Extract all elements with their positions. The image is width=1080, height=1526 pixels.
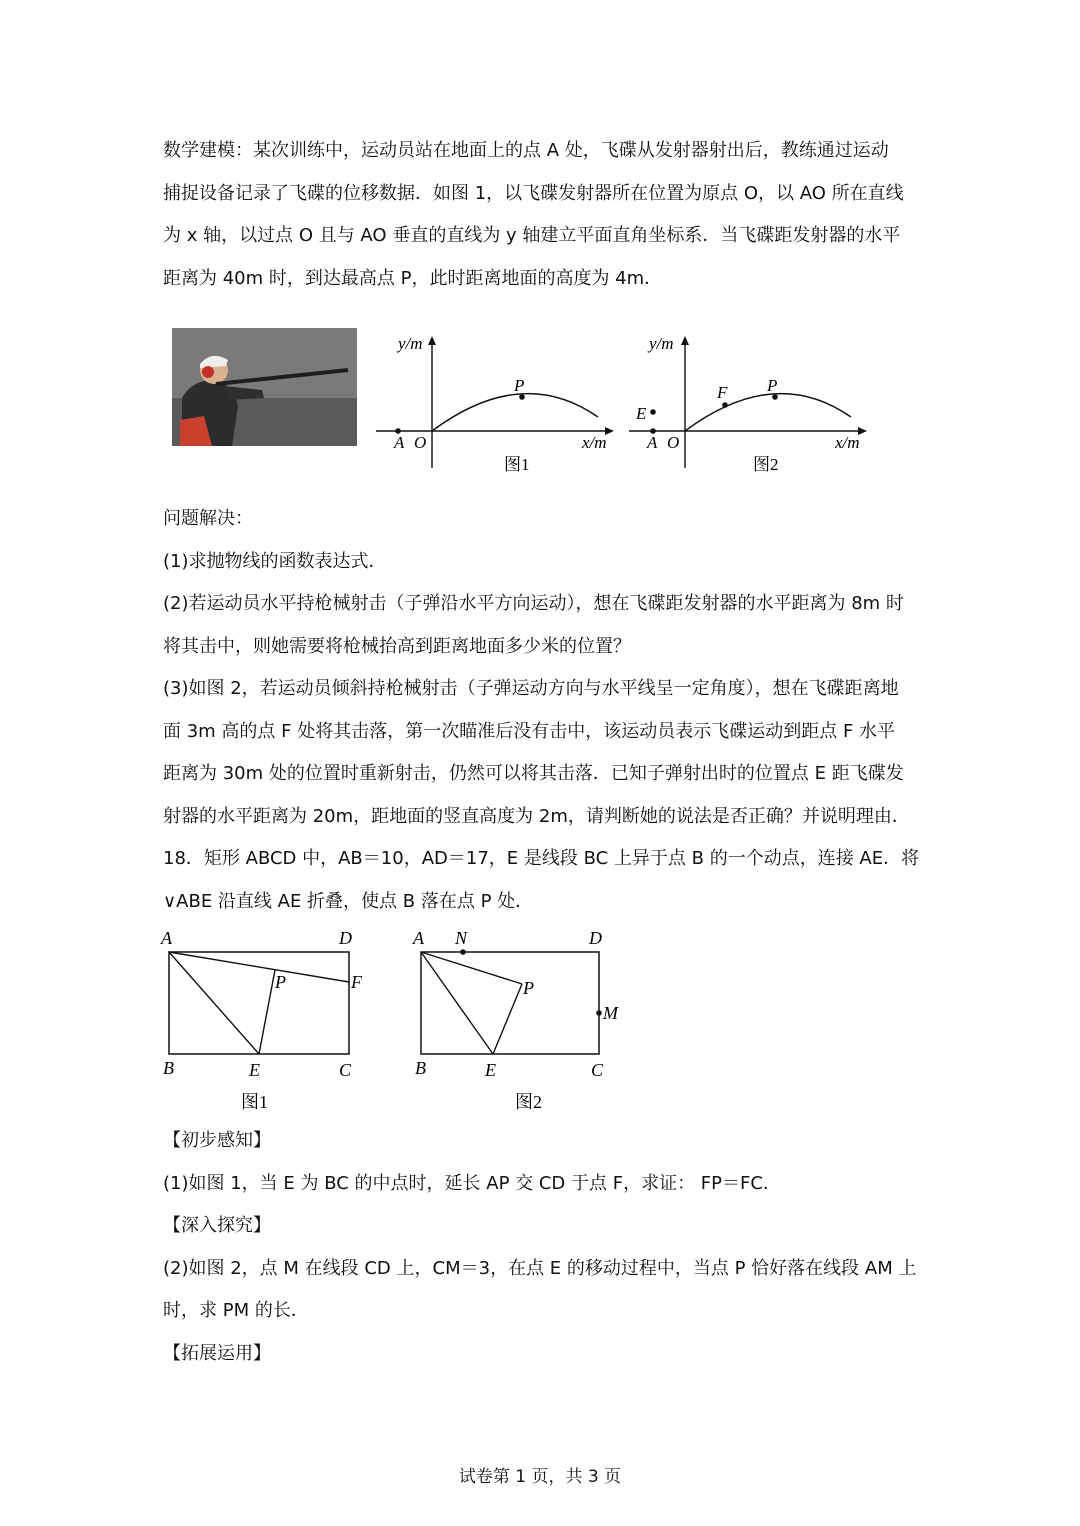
segment-af (169, 952, 349, 982)
problem18-figure1 (155, 924, 385, 1118)
label-e: E (485, 1060, 496, 1080)
figure-caption: 图1 (241, 1092, 268, 1112)
label-n: N (455, 928, 468, 948)
segment-pe (493, 984, 522, 1054)
label-a: A (413, 928, 424, 948)
label-f: F (351, 972, 362, 992)
y-axis-arrow (428, 336, 436, 345)
page-footer: 试卷第 1 页，共 3 页 (458, 1467, 622, 1487)
parabola-curve (685, 394, 851, 431)
question-3-line: 距离为 30m 处的位置时重新射击，仍然可以将其击落．已知子弹射出时的位置点 E 距飞碟发 (163, 763, 904, 784)
label-d: D (339, 928, 352, 948)
label-b: B (415, 1058, 426, 1078)
label-p: P (514, 376, 525, 395)
label-f: F (717, 383, 728, 402)
problem17-figure2 (625, 328, 870, 478)
problem18-stem-line: 18．矩形 ABCD 中，AB＝10，AD＝17，E 是线段 BC 上异于点 B 的一个动点，连接 AE．将 (163, 848, 920, 869)
intro-line: 为 x 轴，以过点 O 且与 AO 垂直的直线为 y 轴建立平面直角坐标系．当飞碟距发射器的水平 (163, 225, 901, 246)
label-o: O (667, 433, 680, 452)
y-axis-label: y/m (649, 334, 674, 353)
label-m: M (603, 1003, 618, 1023)
question-3-line: 面 3m 高的点 F 处将其击落，第一次瞄准后没有击中，该运动员表示飞碟运动到距点 F 水平 (163, 720, 896, 742)
point-f (722, 402, 728, 408)
problem17-questions (163, 498, 923, 923)
problem18-sections (163, 1120, 923, 1375)
problem17-intro (163, 130, 923, 300)
section-heading: 【深入探究】 (163, 1215, 271, 1236)
label-a: A (394, 433, 405, 452)
figure-caption: 图2 (515, 1092, 542, 1112)
point-p (519, 394, 525, 400)
question-1: (1)如图 1，当 E 为 BC 的中点时，延长 AP 交 CD 于点 F，求证： FP＝FC． (163, 1172, 781, 1194)
shooter-illustration (172, 328, 357, 446)
point-m (596, 1010, 602, 1016)
parabola-curve (432, 394, 598, 431)
question-2-line: (2)如图 2，点 M 在线段 CD 上，CM＝3，在点 E 的移动过程中，当点 P 恰好落在线段 AM 上 (163, 1257, 917, 1279)
point-p (772, 394, 778, 400)
question-2-line: (2)若运动员水平持枪械射击（子弹沿水平方向运动），想在飞碟距发射器的水平距离为 8m 时 (163, 593, 904, 614)
question-3-line: 射器的水平距离为 20m，距地面的竖直高度为 2m，请判断她的说法是否正确？并说明理由． (163, 805, 910, 827)
x-axis-label: x/m (582, 433, 607, 452)
intro-line: 距离为 40m 时，到达最高点 P，此时距离地面的高度为 4m． (163, 267, 663, 289)
x-axis-label: x/m (835, 433, 860, 452)
figure-caption: 图1 (504, 455, 530, 474)
y-axis-label: y/m (398, 334, 423, 353)
intro-line: 捕捉设备记录了飞碟的位移数据．如图 1，以飞碟发射器所在位置为原点 O，以 AO 所在直线 (163, 182, 904, 204)
figure-caption: 图2 (753, 455, 779, 474)
problem18-figure2 (405, 924, 635, 1118)
questions-title: 问题解决： (163, 508, 253, 529)
intro-line: 数学建模：某次训练中，运动员站在地面上的点 A 处，飞碟从发射器射出后，教练通过运动 (163, 140, 889, 161)
segment-pe (259, 970, 275, 1054)
label-b: B (163, 1058, 174, 1078)
shooter-photo (172, 328, 357, 446)
rectangle-abcd (421, 952, 599, 1054)
section-heading: 【初步感知】 (163, 1130, 271, 1151)
label-c: C (339, 1060, 352, 1080)
segment-ae (421, 952, 493, 1054)
y-axis-arrow (681, 336, 689, 345)
segment-ae (169, 952, 259, 1054)
label-p: P (767, 376, 778, 395)
segment-ap (421, 952, 522, 984)
label-o: O (414, 433, 427, 452)
problem18-stem-line: ∨ABE 沿直线 AE 折叠，使点 B 落在点 P 处． (163, 890, 534, 912)
label-e: E (249, 1060, 260, 1080)
question-2-line: 时，求 PM 的长． (163, 1300, 309, 1321)
question-2-line: 将其击中，则她需要将枪械抬高到距离地面多少米的位置？ (163, 635, 631, 657)
label-p: P (275, 972, 286, 992)
label-c: C (591, 1060, 604, 1080)
label-a: A (647, 433, 658, 452)
problem17-figure1 (372, 328, 617, 478)
question-3-line: (3)如图 2，若运动员倾斜持枪械射击（子弹运动方向与水平线呈一定角度），想在飞碟距离地 (163, 678, 899, 699)
point-e (650, 409, 656, 415)
question-1: (1)求抛物线的函数表达式． (163, 550, 387, 572)
section-heading: 【拓展运用】 (163, 1342, 271, 1364)
label-a: A (161, 928, 172, 948)
point-n (460, 949, 466, 955)
label-p: P (523, 978, 534, 998)
label-e: E (636, 404, 647, 423)
label-d: D (589, 928, 602, 948)
